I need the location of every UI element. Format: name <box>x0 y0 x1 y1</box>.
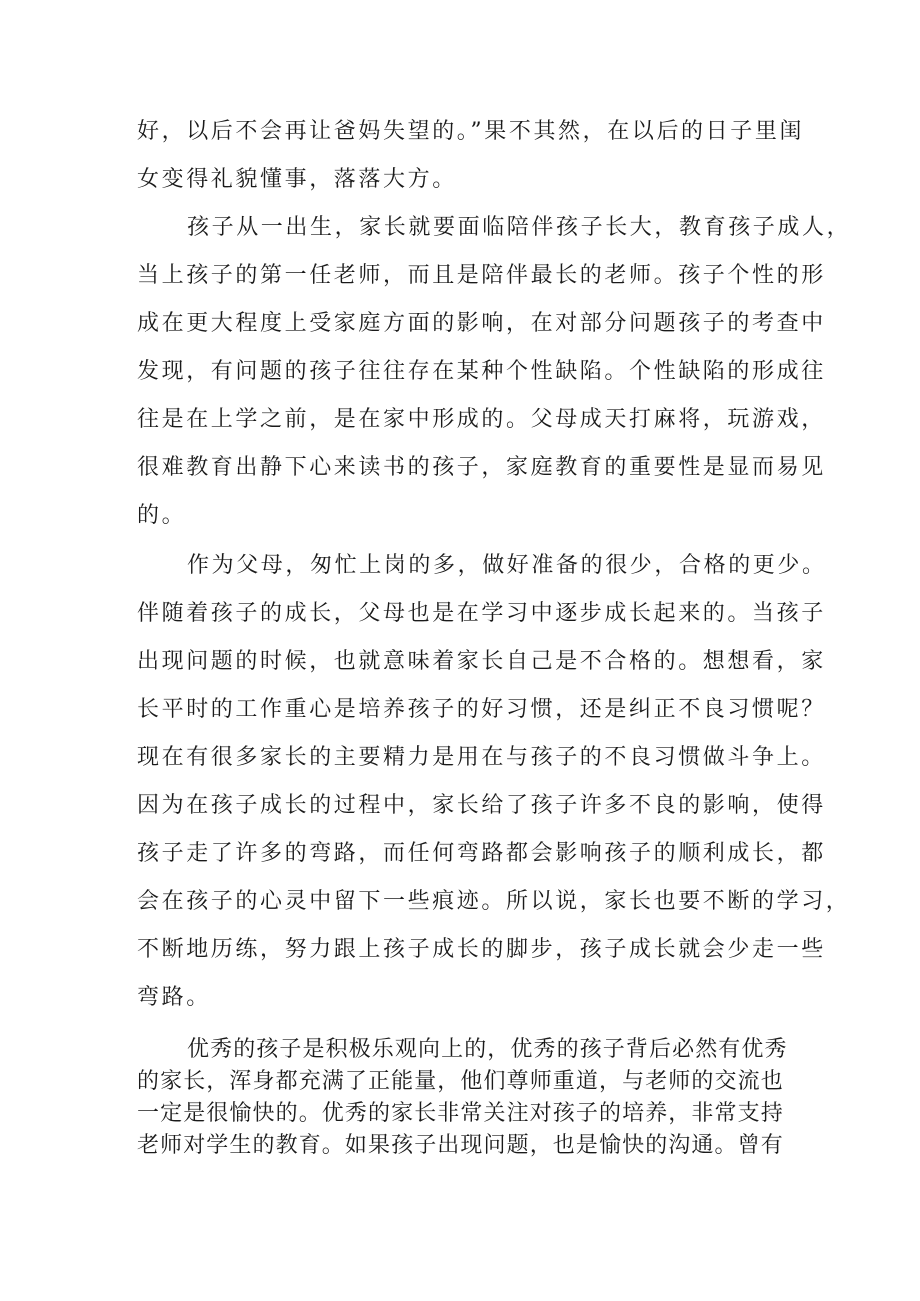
text-line: 的家长，浑身都充满了正能量，他们尊师重道，与老师的交流也 <box>137 1069 784 1094</box>
text-line: 伴随着孩子的成长，父母也是在学习中逐步成长起来的。当孩子 <box>137 601 826 626</box>
paragraph-1 <box>137 108 805 204</box>
text-line: 优秀的孩子是积极乐观向上的，优秀的孩子背后必然有优秀 <box>187 1037 788 1062</box>
text-line: 往是在上学之前，是在家中形成的。父母成天打麻将，玩游戏， <box>137 407 826 432</box>
text-line: 会在孩子的心灵中留下一些痕迹。所以说，家长也要不断的学习， <box>137 889 851 914</box>
text-line: 出现问题的时候，也就意味着家长自己是不合格的。想想看，家 <box>137 649 826 674</box>
text-line: 不断地历练，努力跟上孩子成长的脚步，孩子成长就会少走一些 <box>137 937 826 962</box>
text-line: 的。 <box>137 503 187 528</box>
text-line: 很难教育出静下心来读书的孩子，家庭教育的重要性是显而易见 <box>137 455 826 480</box>
text-line: 发现，有问题的孩子往往存在某种个性缺陷。个性缺陷的形成往 <box>137 359 826 384</box>
text-line: 长平时的工作重心是培养孩子的好习惯，还是纠正不良习惯呢？ <box>137 697 826 722</box>
paragraph-3 <box>137 542 851 1022</box>
text-line: 孩子走了许多的弯路，而任何弯路都会影响孩子的顺利成长，都 <box>137 841 826 866</box>
paragraph-2 <box>137 204 852 540</box>
paragraph-4 <box>137 1034 797 1162</box>
text-line: 一定是很愉快的。优秀的家长非常关注对孩子的培养，非常支持 <box>137 1101 784 1126</box>
text-line: 成在更大程度上受家庭方面的影响，在对部分问题孩子的考查中 <box>137 311 826 336</box>
text-line: 因为在孩子成长的过程中，家长给了孩子许多不良的影响，使得 <box>137 793 826 818</box>
text-line: 孩子从一出生，家长就要面临陪伴孩子长大，教育孩子成人， <box>187 215 852 240</box>
text-line: 女变得礼貌懂事，落落大方。 <box>137 167 457 192</box>
text-line: 老师对学生的教育。如果孩子出现问题，也是愉快的沟通。曾有 <box>137 1133 784 1158</box>
text-line: 好，以后不会再让爸妈失望的。”果不其然，在以后的日子里闺 <box>137 119 805 144</box>
text-line: 作为父母，匆忙上岗的多，做好准备的很少，合格的更少。 <box>187 553 827 578</box>
text-line: 现在有很多家长的主要精力是用在与孩子的不良习惯做斗争上。 <box>137 745 826 770</box>
text-line: 弯路。 <box>137 985 211 1010</box>
text-line: 当上孩子的第一任老师，而且是陪伴最长的老师。孩子个性的形 <box>137 263 826 288</box>
